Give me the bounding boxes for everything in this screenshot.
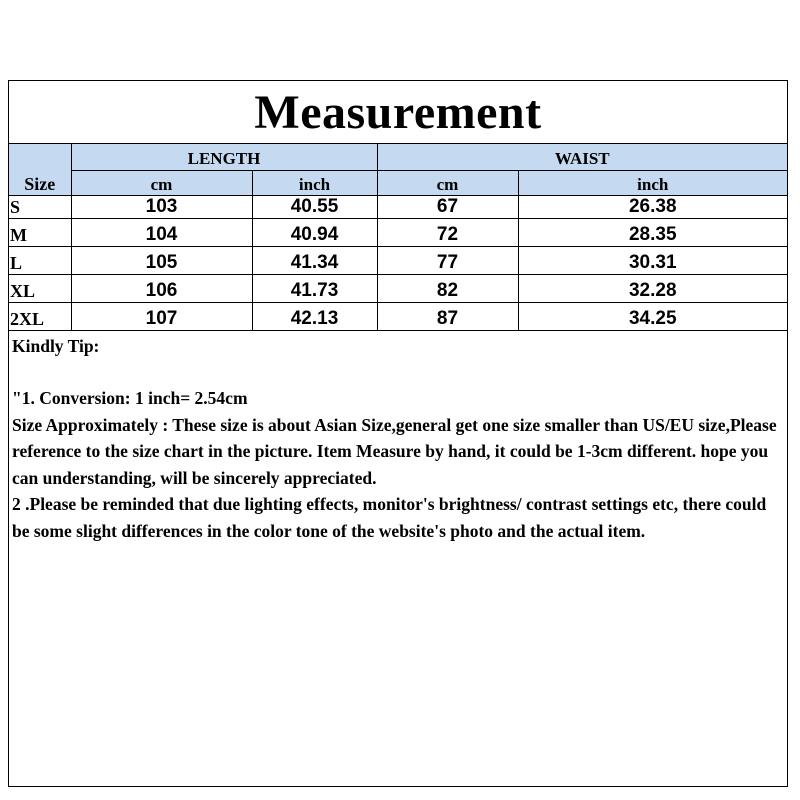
- length-inch-cell: 40.55: [252, 195, 377, 218]
- length-cm-cell: 103: [71, 195, 252, 218]
- length-inch-cell: 41.73: [252, 274, 377, 302]
- table-row: [9, 246, 787, 274]
- tips-section: [9, 331, 787, 545]
- tips-heading: Kindly Tip:: [12, 335, 100, 356]
- length-cm-header: cm: [71, 170, 252, 195]
- waist-inch-cell: 30.31: [518, 246, 787, 274]
- size-header: Size: [9, 144, 71, 195]
- tips-approx: Size Approximately : These size is about Asian Size,general get one size smaller than US/EU size,Please reference to the size chart in the picture. Item Measure by hand, it could be 1-3cm different. hope you can understanding, will be sincerely appreciated.: [12, 414, 777, 488]
- waist-cm-header: cm: [377, 170, 518, 195]
- length-inch-cell: 40.94: [252, 218, 377, 246]
- tips-conversion: "1. Conversion: 1 inch= 2.54cm: [12, 388, 248, 409]
- table-row: [9, 218, 787, 246]
- waist-inch-cell: 34.25: [518, 302, 787, 330]
- tips-spacer: [12, 359, 784, 385]
- waist-inch-cell: 32.28: [518, 274, 787, 302]
- size-cell: M: [9, 218, 71, 246]
- length-cm-cell: 105: [71, 246, 252, 274]
- size-cell: L: [9, 246, 71, 274]
- size-table: [9, 144, 787, 331]
- size-cell: XL: [9, 274, 71, 302]
- length-inch-cell: 42.13: [252, 302, 377, 330]
- size-chart: [8, 80, 788, 787]
- length-cm-cell: 104: [71, 218, 252, 246]
- length-cm-cell: 106: [71, 274, 252, 302]
- waist-inch-cell: 26.38: [518, 195, 787, 218]
- length-cm-cell: 107: [71, 302, 252, 330]
- table-header-row: [9, 144, 787, 170]
- tips-lighting: 2 .Please be reminded that due lighting effects, monitor's brightness/ contrast settings etc, there could be some slight differences in the color tone of the website's photo and the actual item.: [12, 494, 767, 542]
- waist-header: WAIST: [377, 144, 787, 170]
- size-cell: 2XL: [9, 302, 71, 330]
- table-unit-row: [9, 170, 787, 195]
- waist-cm-cell: 82: [377, 274, 518, 302]
- waist-cm-cell: 87: [377, 302, 518, 330]
- waist-cm-cell: 77: [377, 246, 518, 274]
- length-inch-cell: 41.34: [252, 246, 377, 274]
- table-row: [9, 302, 787, 330]
- chart-title: Measurement: [9, 81, 787, 144]
- waist-cm-cell: 67: [377, 195, 518, 218]
- table-row: [9, 195, 787, 218]
- waist-inch-header: inch: [518, 170, 787, 195]
- table-row: [9, 274, 787, 302]
- waist-inch-cell: 28.35: [518, 218, 787, 246]
- length-inch-header: inch: [252, 170, 377, 195]
- size-cell: S: [9, 195, 71, 218]
- waist-cm-cell: 72: [377, 218, 518, 246]
- length-header: LENGTH: [71, 144, 377, 170]
